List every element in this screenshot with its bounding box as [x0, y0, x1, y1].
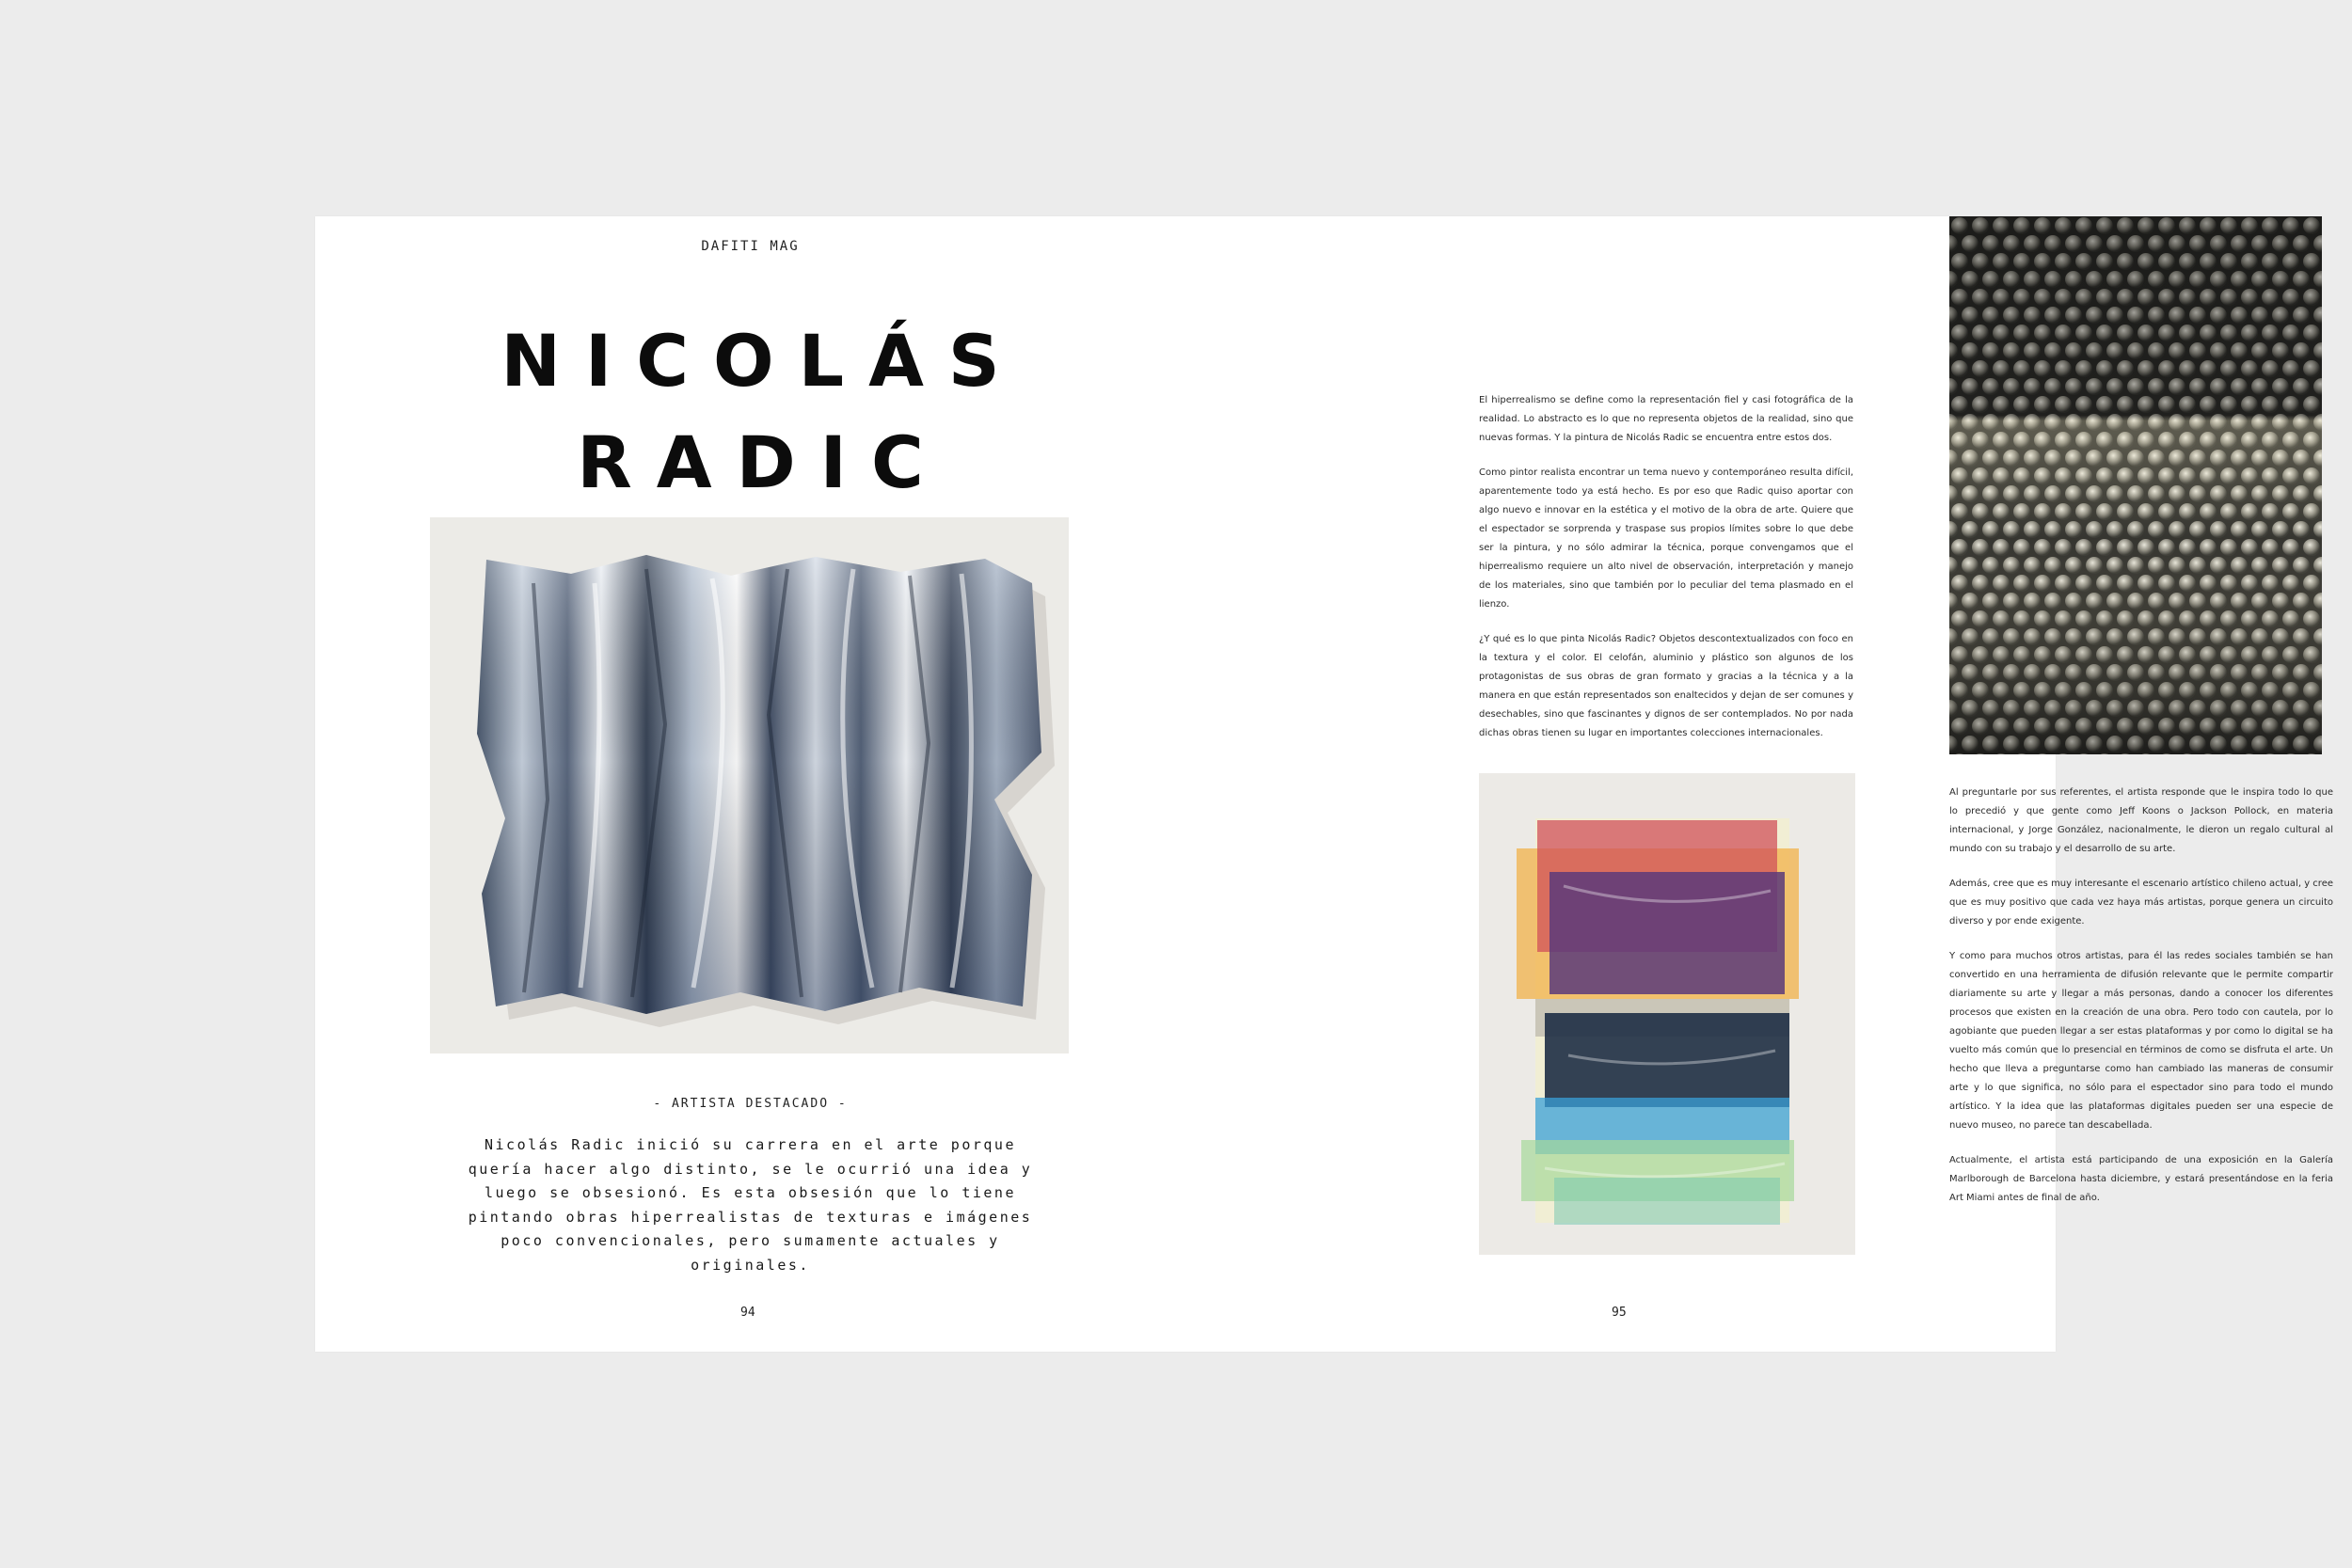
featured-artist-label: - ARTISTA DESTACADO - — [653, 1097, 848, 1111]
page-number-right: 95 — [1612, 1306, 1627, 1320]
paragraph: Actualmente, el artista está participando de una exposición en la Galería Marlborough de Barcelona hasta diciembre, y estará presentándose en la feria Art Miami antes de final de año. — [1949, 1155, 2333, 1203]
intro-paragraph: Nicolás Radic inició su carrera en el arte porque quería hacer algo distinto, se le ocurrió una idea y luego se obsesionó. Es esta obsesión que lo tiene pintando obras hiperrealistas de texturas e imágenes poco convencionales, pero sumamente actuales y originales. — [468, 1136, 1033, 1274]
article-column-bottom — [1949, 784, 2333, 1224]
page-number-left: 94 — [740, 1306, 755, 1320]
paragraph: Como pintor realista encontrar un tema nuevo y contemporáneo resulta difícil, aparentemente todo ya está hecho. Es por eso que Radic quiso aportar con algo nuevo e innovar en la estética y el motivo de la obra de arte. Quiere que el espectador se sorprenda y traspase sus propios límites sobre lo que debe ser la pintura, y no sólo admirar la técnica, porque convengamos que el hiperrealismo requiere un alto nivel de observación, interpretación y manejo de los materiales, sino que también por lo peculiar del tema plasmado en el lienzo. — [1479, 467, 1853, 610]
paragraph: Y como para muchos otros artistas, para él las redes sociales también se han convertido en una herramienta de difusión relevante que le permite compartir diariamente su arte y llegar a más personas, dando a conocer los diferentes procesos que existen en la creación de una obra. Pero todo con cautela, por lo agobiante que pueden llegar a ser estas plataformas y por como lo digital se ha vuelto más común que lo presencial en términos de como se disfruta el arte. Un hecho que lleva a preguntarse como han cambiado las maneras de consumir arte y lo que significa, no sólo para el espectador sino para todo el mundo artístico. Y la idea que las plataformas digitales pueden ser una especie de nuevo museo, no parece tan descabellada. — [1949, 951, 2333, 1131]
right-page — [1185, 216, 2333, 1352]
article-column-top — [1479, 391, 1853, 759]
paragraph: ¿Y qué es lo que pinta Nicolás Radic? Objetos descontextualizados con foco en la textura y el color. El celofán, aluminio y plástico son algunos de los protagonistas de sus obras de gran formato y gracias a la técnica y a la manera en que están representados son enaltecidos y dejan de ser comunes y desechables, sino que fascinantes y dignos de ser contemplados. No por nada dichas obras tienen su lugar en importantes colecciones internacionales. — [1479, 634, 1853, 738]
paragraph: Al preguntarle por sus referentes, el artista responde que le inspira todo lo que lo precedió y que gente como Jeff Koons o Jackson Pollock, en materia internacional, y Jorge González, nacionalmente, le dieron un regalo cultural al mundo con su trabajo y el desarrollo de su arte. — [1949, 787, 2333, 854]
article-title — [315, 310, 1185, 514]
left-page — [315, 216, 1185, 1352]
bubble-wrap-painting-image — [1949, 216, 2322, 754]
magazine-spread — [315, 216, 2333, 1352]
title-line-first-name: NICOLÁS — [501, 319, 1025, 403]
paragraph: El hiperrealismo se define como la representación fiel y casi fotográfica de la realidad. Lo abstracto es lo que no representa objetos de la realidad, sino que nuevas formas. Y la pintura de Nicolás Radic se encuentra entre estos dos. — [1479, 395, 1853, 443]
paragraph: Además, cree que es muy interesante el escenario artístico chileno actual, y cree que es muy positivo que cada vez haya más artistas, porque genera un circuito diverso y por ende exigente. — [1949, 879, 2333, 927]
title-line-last-name: RADIC — [577, 420, 948, 504]
cellophane-painting-image — [1479, 773, 1855, 1255]
foil-painting-image — [430, 517, 1069, 1053]
magazine-header: DAFITI MAG — [701, 239, 800, 254]
